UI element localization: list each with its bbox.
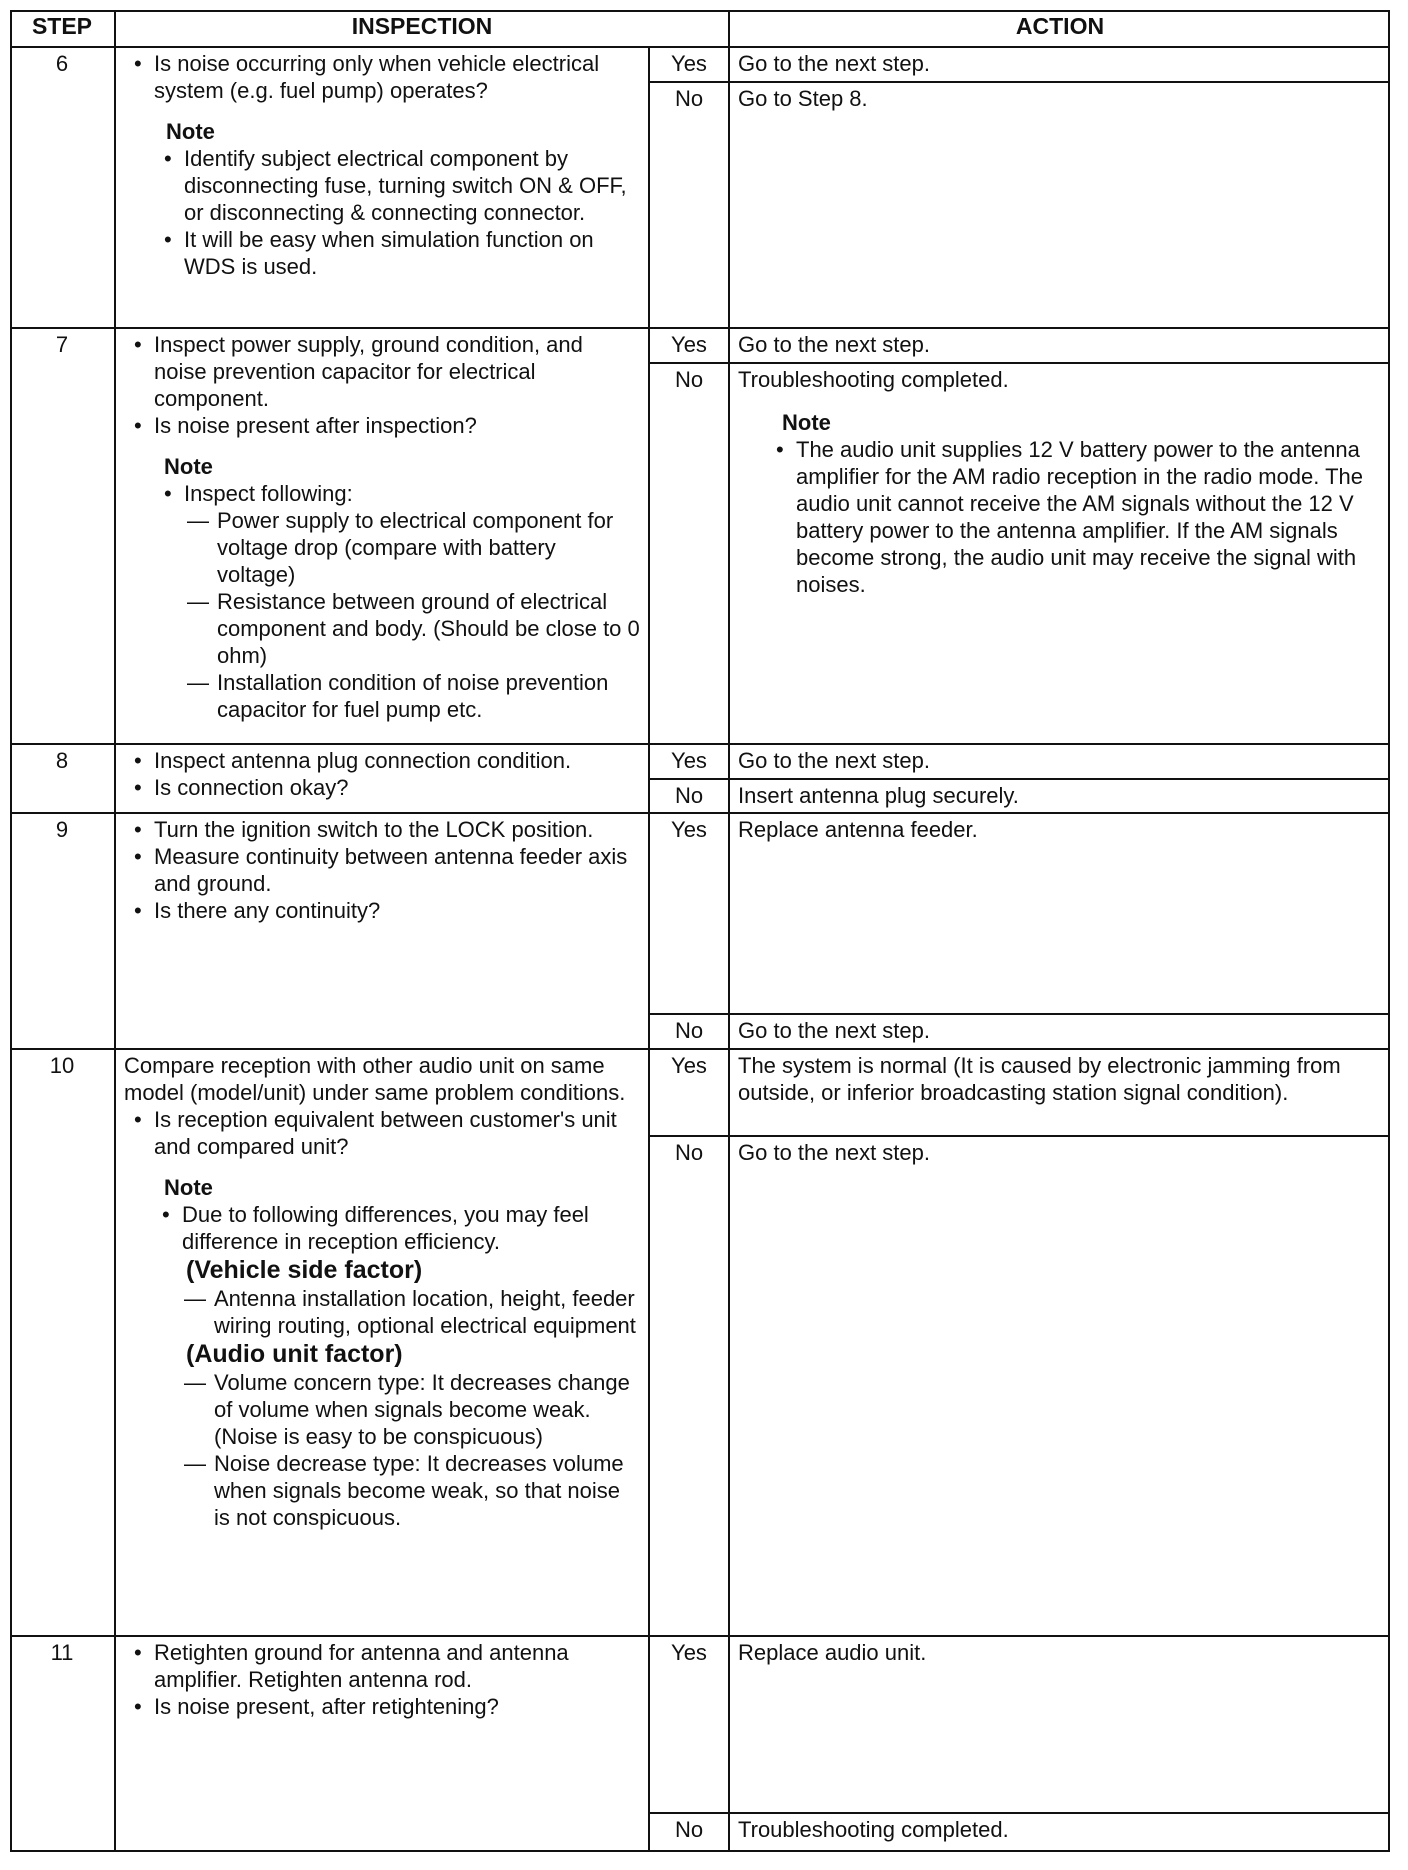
note-item: • It will be easy when simulation function on WDS is used. (154, 226, 640, 280)
inspection-item: • Is noise present after inspection? (124, 412, 640, 439)
divider (648, 778, 1390, 780)
divider (10, 1048, 1390, 1050)
inspection-item: • Is connection okay? (124, 774, 640, 801)
divider (114, 10, 116, 1852)
step-number: 8 (55, 748, 69, 773)
inspection-item: • Turn the ignition switch to the LOCK position. (124, 816, 640, 843)
no-label: No (674, 1817, 704, 1842)
step-number: 10 (49, 1053, 75, 1078)
yes-action: Replace antenna feeder. (738, 817, 978, 842)
inspection-item: • Inspect power supply, ground condition, and noise prevention capacitor for electrical component. (124, 331, 640, 412)
no-action: Go to Step 8. (738, 86, 868, 111)
yes-label: Yes (671, 817, 707, 842)
factor-heading: (Vehicle side factor) (186, 1256, 423, 1284)
inspection-item: • Is noise occurring only when vehicle electrical system (e.g. fuel pump) operates? (124, 50, 640, 104)
factor-item: — Antenna installation location, height, feeder wiring routing, optional electrical equipment (184, 1285, 640, 1339)
step-number: 9 (55, 817, 69, 842)
yes-action: Go to the next step. (738, 748, 931, 773)
no-action: Go to the next step. (738, 1140, 931, 1165)
inspection-item: • Inspect antenna plug connection condition. (124, 747, 640, 774)
no-action-cell (732, 366, 1388, 598)
note-item: • Due to following differences, you may feel difference in reception efficiency. (152, 1201, 640, 1255)
yes-action: Go to the next step. (738, 51, 931, 76)
step-number: 11 (50, 1640, 74, 1665)
divider (10, 743, 1390, 745)
inspection-cell (118, 50, 646, 280)
divider (648, 81, 1390, 83)
divider (648, 1013, 1390, 1015)
yes-label: Yes (671, 51, 707, 76)
factor-heading: (Audio unit factor) (186, 1340, 403, 1368)
troubleshooting-table (0, 10, 1400, 1860)
inspection-item: • Is noise present, after retightening? (124, 1693, 640, 1720)
yes-label: Yes (671, 1640, 707, 1665)
divider (10, 1635, 1390, 1637)
step-number: 7 (55, 332, 69, 357)
note-item: • The audio unit supplies 12 V battery power to the antenna amplifier for the AM radio reception in the radio mode. The audio unit cannot receive the AM signals without the 12 V battery power to the antenna amplifier. If the AM signals become strong, the audio unit may receive the signal with noises. (766, 436, 1382, 598)
divider (648, 46, 650, 1852)
no-label: No (674, 783, 704, 808)
header-inspection: INSPECTION (351, 13, 493, 39)
no-label: No (674, 1018, 704, 1043)
inspection-item: • Is reception equivalent between customer's unit and compared unit? (124, 1106, 640, 1160)
note-label: Note (164, 1175, 213, 1200)
yes-label: Yes (671, 748, 707, 773)
divider (10, 812, 1390, 814)
header-action: ACTION (1015, 13, 1105, 39)
no-action: Insert antenna plug securely. (738, 783, 1019, 808)
inspection-intro: Compare reception with other audio unit on same model (model/unit) under same problem conditions. (124, 1053, 626, 1105)
no-label: No (674, 86, 704, 111)
yes-label: Yes (671, 332, 707, 357)
note-subitem: — Installation condition of noise prevention capacitor for fuel pump etc. (187, 669, 640, 723)
inspection-cell (118, 331, 646, 723)
factor-item: — Noise decrease type: It decreases volume when signals become weak, so that noise is not conspicuous. (184, 1450, 640, 1531)
no-action: Troubleshooting completed. (738, 1817, 1009, 1842)
inspection-cell (118, 747, 646, 801)
note-subitem: — Resistance between ground of electrical component and body. (Should be close to 0 ohm) (187, 588, 640, 669)
divider (728, 10, 730, 1852)
divider (10, 327, 1390, 329)
divider (648, 1135, 1390, 1137)
inspection-cell (118, 1639, 646, 1720)
note-label: Note (166, 119, 215, 144)
yes-label: Yes (671, 1053, 707, 1078)
inspection-cell (118, 1052, 646, 1531)
note-label: Note (782, 410, 831, 435)
inspection-item: • Measure continuity between antenna feeder axis and ground. (124, 843, 640, 897)
step-number: 6 (55, 51, 69, 76)
note-subitem: — Power supply to electrical component for voltage drop (compare with battery voltage) (187, 507, 640, 588)
yes-action: Go to the next step. (738, 332, 931, 357)
table-border (10, 10, 1390, 1852)
no-label: No (674, 1140, 704, 1165)
inspection-item: • Retighten ground for antenna and antenna amplifier. Retighten antenna rod. (124, 1639, 640, 1693)
factor-item: — Volume concern type: It decreases change of volume when signals become weak. (Noise is easy to be conspicuous) (184, 1369, 640, 1450)
note-item: • Inspect following: (154, 480, 640, 507)
inspection-item: • Is there any continuity? (124, 897, 640, 924)
no-label: No (674, 367, 704, 392)
yes-action: The system is normal (It is caused by electronic jamming from outside, or inferior broadcasting station signal condition). (738, 1053, 1341, 1105)
note-label: Note (164, 454, 213, 479)
header-step: STEP (31, 13, 93, 39)
note-item: • Identify subject electrical component by disconnecting fuse, turning switch ON & OFF, or disconnecting & connecting connector. (154, 145, 640, 226)
divider (648, 362, 1390, 364)
divider (10, 46, 1390, 48)
yes-action: Replace audio unit. (738, 1640, 927, 1665)
inspection-cell (118, 816, 646, 924)
no-action: Go to the next step. (738, 1018, 931, 1043)
divider (648, 1812, 1390, 1814)
no-action: Troubleshooting completed. (738, 367, 1009, 392)
